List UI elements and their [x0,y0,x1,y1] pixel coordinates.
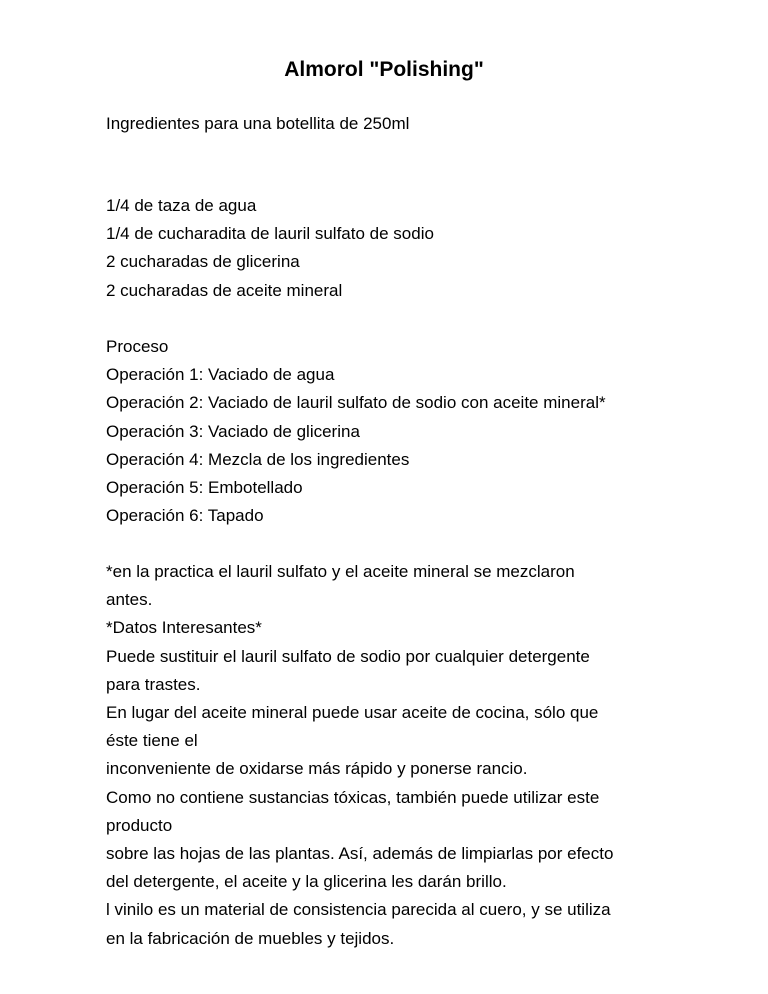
process-step: Operación 4: Mezcla de los ingredientes [106,449,410,469]
ingredient-line: 1/4 de taza de agua [106,196,257,215]
note-line: en la fabricación de muebles y tejidos. [106,928,395,948]
note-line: l vinilo es un material de consistencia parecida al cuero, y se utiliza [106,900,611,920]
ingredient-line: 2 cucharadas de glicerina [106,252,300,272]
note-line: En lugar del aceite mineral puede usar aceite de cocina, sólo que [106,703,599,723]
ingredient-line: 1/4 de cucharadita de lauril sulfato de sodio [106,224,434,244]
document-subtitle: Ingredientes para una botellita de 250ml [106,114,410,133]
note-line: Puede sustituir el lauril sulfato de sodio por cualquier detergente [106,646,590,666]
note-line: inconveniente de oxidarse más rápido y ponerse rancio. [106,759,528,779]
document-title: Almorol "Polishing" [284,58,484,81]
note-line: *Datos Interesantes* [106,618,262,638]
note-line: para trastes. [106,674,201,694]
note-line: Como no contiene sustancias tóxicas, también puede utilizar este [106,787,600,807]
note-line: sobre las hojas de las plantas. Así, además de limpiarlas por efecto [106,844,614,864]
process-step: Operación 2: Vaciado de lauril sulfato de sodio con aceite mineral* [106,393,606,413]
process-heading: Proceso [106,337,169,356]
note-line: producto [106,815,173,835]
ingredient-line: 2 cucharadas de aceite mineral [106,280,343,300]
process-step: Operación 3: Vaciado de glicerina [106,421,360,441]
process-section [106,333,666,530]
note-line: *en la practica el lauril sulfato y el aceite mineral se mezclaron [106,562,575,581]
process-step: Operación 1: Vaciado de agua [106,365,335,385]
notes-section [106,558,666,953]
note-line: del detergente, el aceite y la glicerina les darán brillo. [106,872,507,892]
process-step: Operación 6: Tapado [106,506,264,526]
note-line: éste tiene el [106,731,198,751]
note-line: antes. [106,590,153,610]
process-step: Operación 5: Embotellado [106,478,303,498]
ingredients-list [106,192,666,305]
